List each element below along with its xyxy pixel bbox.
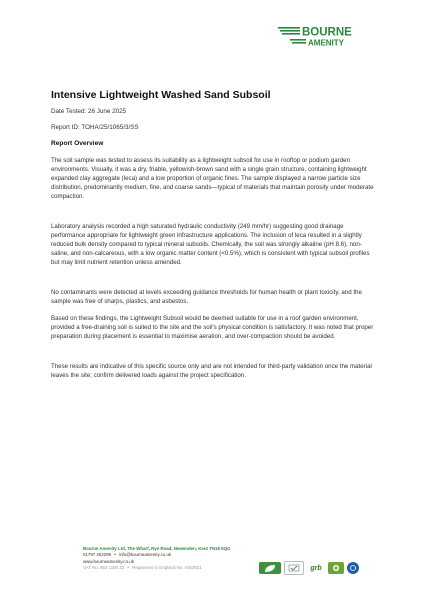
footer-company-address: Bourne Amenity Ltd, The Wharf, Rye Road, Newenden, Kent TN18 5QG: [83, 546, 231, 551]
report-title: Intensive Lightweight Washed Sand Subsoil: [51, 89, 271, 101]
section-heading: Report Overview: [51, 140, 104, 147]
grb-icon: grb: [307, 562, 325, 574]
footer-separator: •: [114, 552, 116, 558]
leaf-certification-icon: [259, 562, 281, 574]
logo-graphic: [278, 25, 376, 47]
logo-line1: BOURNE: [302, 26, 352, 39]
paragraph-lab-analysis: Laboratory analysis recorded a high saturated hydraulic conductivity (249 mm/hr) suggesting good drainage performance appropriate for lightweight green infrastructure applications. The inclusion of leca resulted in a slightly reduced bulk density compared to typical mineral subsoils. Chemically, the soil was strongly alkaline (pH 8.6), non-saline, and non-calcareous, with a low organic matter content (<0.5%), which is consistent with typical subsoil profiles but may limit nutrient retention unless amended.: [51, 223, 370, 267]
footer-registration: [83, 565, 230, 571]
date-tested: Date Tested: 26 June 2025: [51, 108, 127, 115]
footer: [83, 546, 230, 572]
green-standard-icon: [328, 562, 344, 574]
footer-phone: 01797 252299: [83, 552, 112, 558]
footer-separator: •: [127, 565, 129, 571]
accreditation-badges: [259, 561, 359, 575]
round-seal-icon: [347, 562, 359, 574]
footer-registered: Registered in England No. 5453821: [132, 565, 202, 571]
paragraph-disclaimer: These results are indicative of this specific source only and are not intended for third-party validation once the material leaves the site; confirm delivered loads against the project specification.: [51, 363, 372, 380]
footer-vat: VAT No. 863 1190 22: [83, 565, 125, 571]
paragraph-contaminants: No contaminants were detected at levels exceeding guidance thresholds for human health or plant toxicity, and the sample was free of sharps, plastics, and asbestos.: [51, 289, 362, 306]
paragraph-sample-description: The soil sample was tested to assess its suitability as a lightweight subsoil for use in rooftop or podium garden environments. Visually, it was a dry, friable, yellowish-brown sand with a single grain structure, containing lightweight expanded clay aggregate (leca) and a low proportion of organic fines. The sample displayed a narrow particle size distribution, predominantly medium, fine, and coarse sands—typical of materials that maintain porosity under moderate compaction.: [51, 157, 374, 201]
footer-email-link[interactable]: info@bourneamenity.co.uk: [119, 552, 172, 558]
paragraph-suitability: Based on these findings, the Lightweight Subsoil would be deemed suitable for use in a roof garden environment, provided a free-draining soil is suited to the site and the soil's physical condition is satisfactory. It was noted that proper preparation during placement is essential to maximise aeration, and over-compaction should be avoided.: [51, 315, 374, 341]
report-id: Report ID: TOHA/25/1065/3/SS: [51, 124, 139, 131]
bourne-amenity-logo: [278, 25, 376, 47]
footer-website-link[interactable]: www.bourneamenity.co.uk: [83, 558, 134, 564]
logo-line2: AMENITY: [308, 38, 344, 47]
quality-mark-icon: [284, 561, 304, 575]
